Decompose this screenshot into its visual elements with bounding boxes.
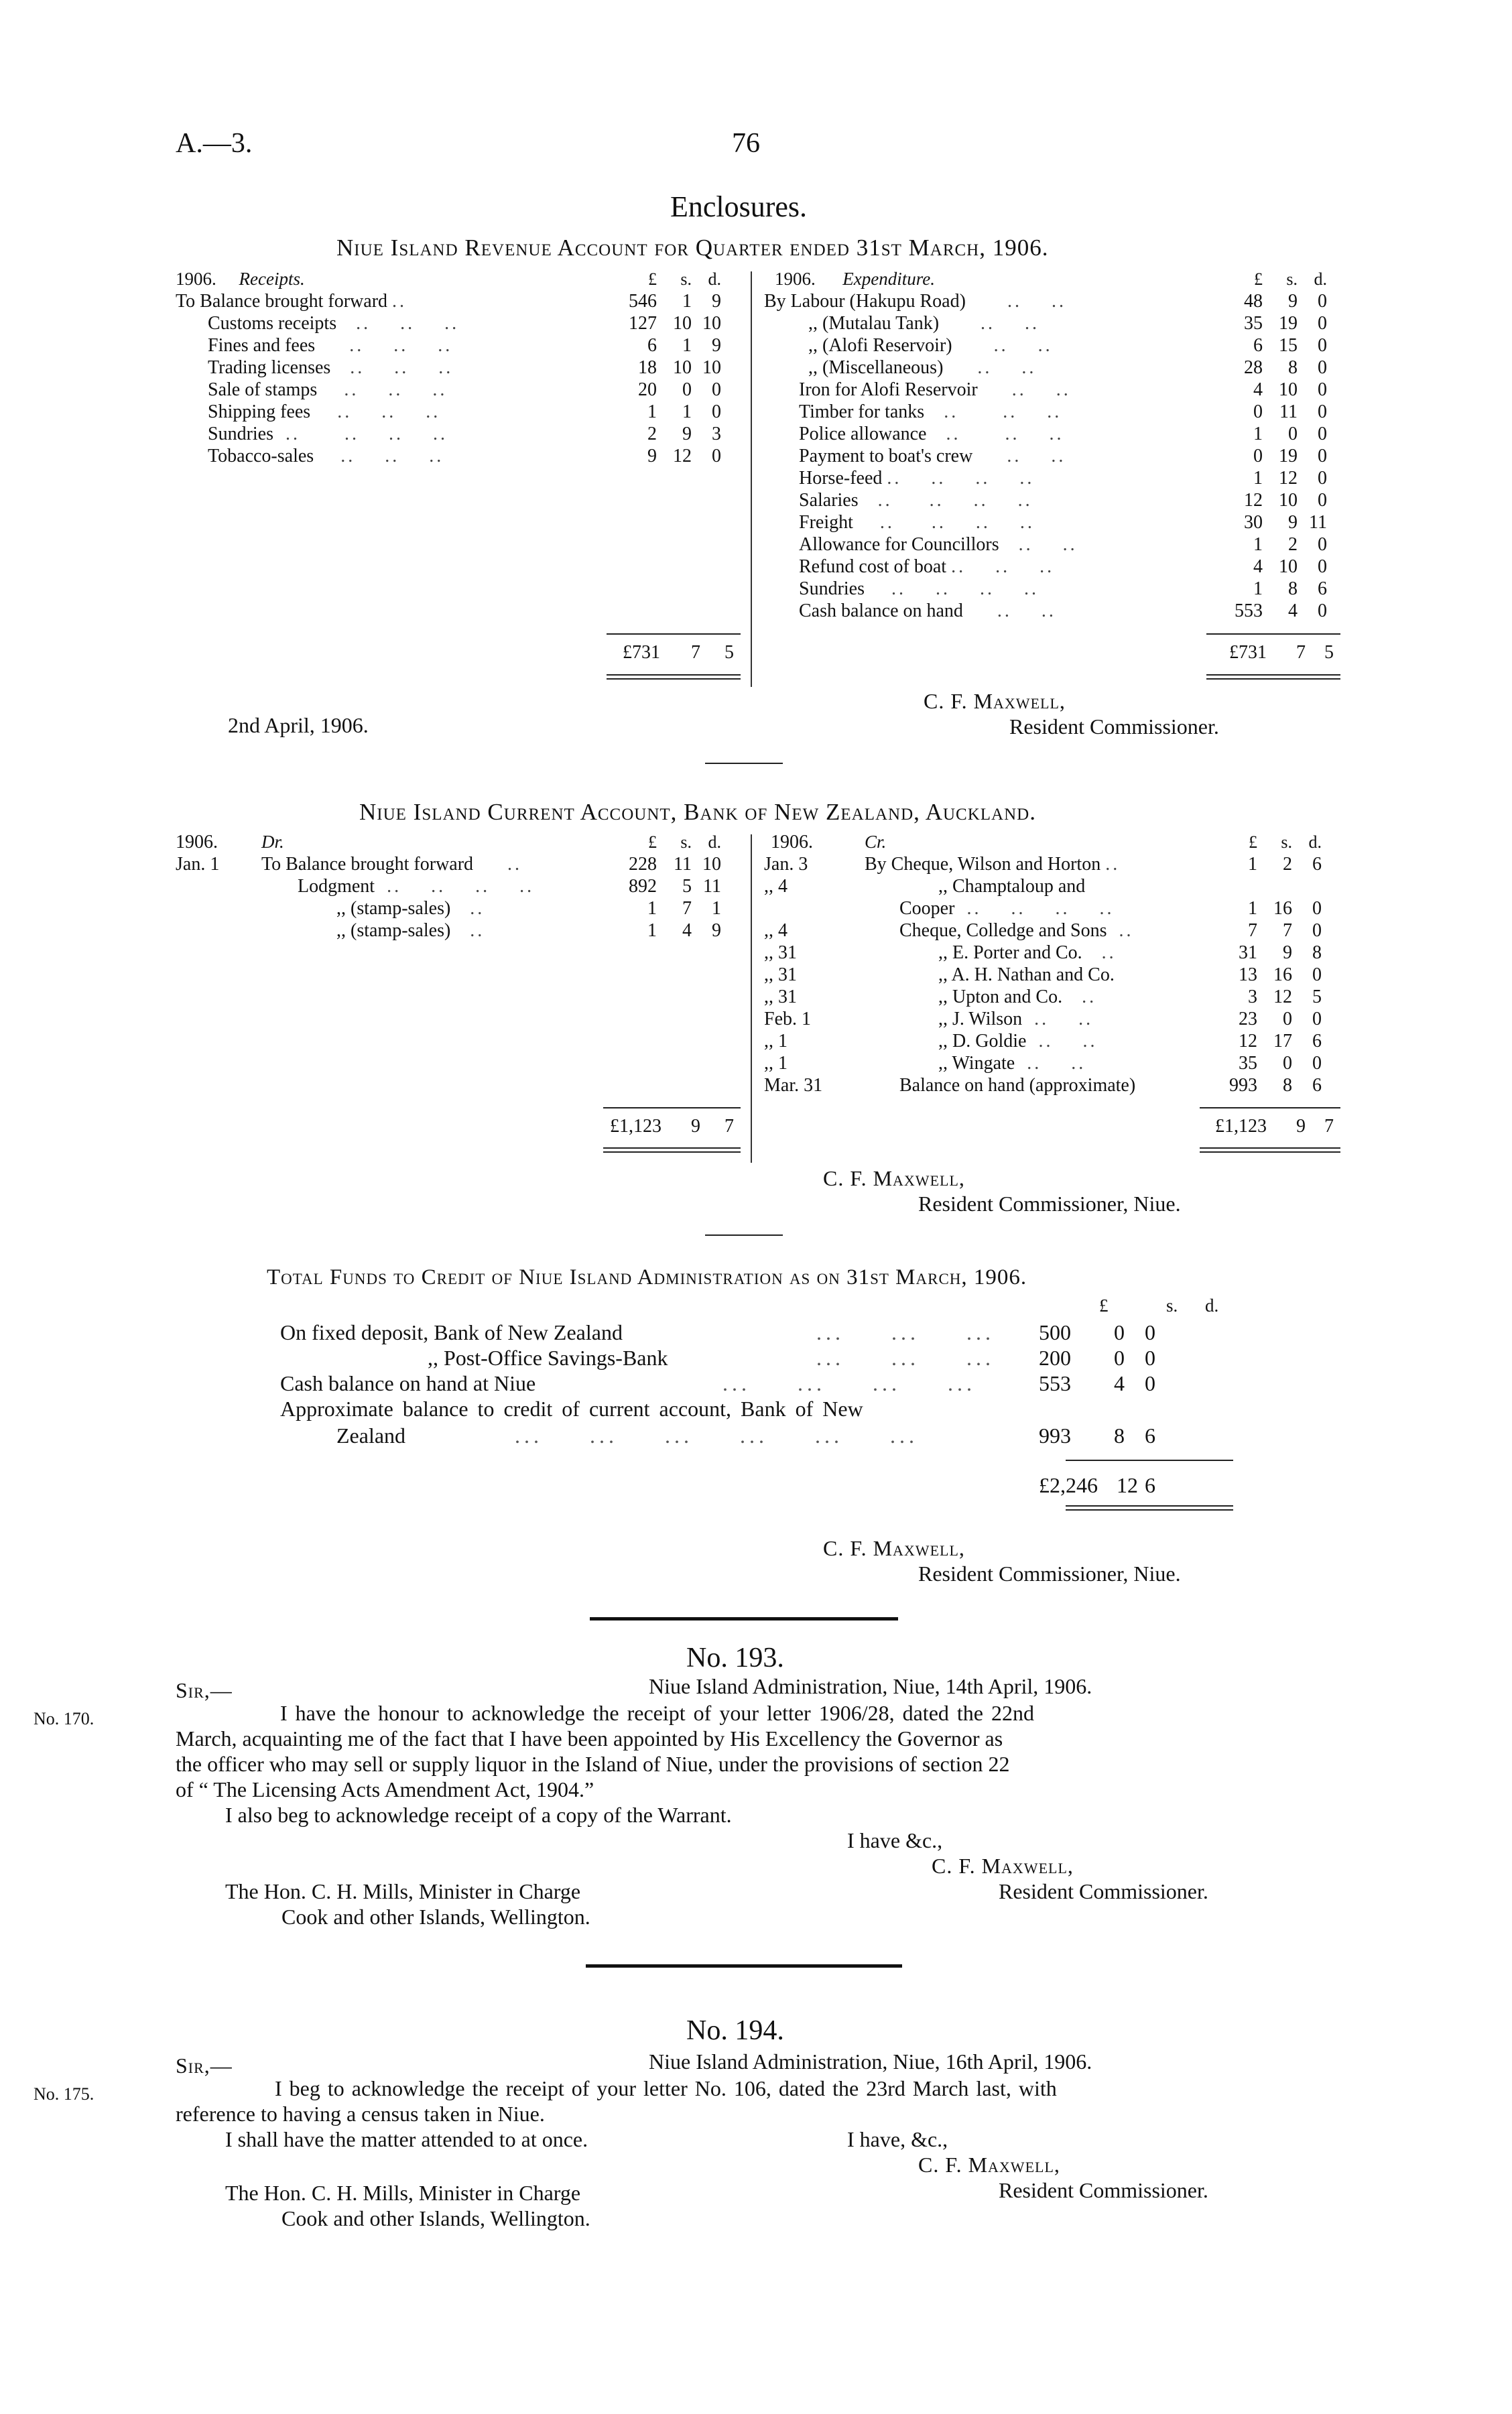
col-shillings: s. [1286, 269, 1298, 289]
table-row: Sale of stamps .. .. .. 20 0 0 [208, 379, 721, 400]
expenditure-total-rule [1206, 633, 1340, 635]
table-row: Allowance for Councillors .. .. 1 2 0 [799, 534, 1327, 555]
table-row: ,, 1 ,, Wingate .. .. 35 0 0 [764, 1053, 1322, 1074]
letter-194-signer: C. F. Maxwell, [918, 2153, 1060, 2177]
table-row: ,, (Miscellaneous) .. .. 28 8 0 [808, 357, 1327, 378]
funds-row: On fixed deposit, Bank of New Zealand ... ... ... 500 0 0 [280, 1320, 1155, 1344]
table-row: Timber for tanks .. .. .. 0 11 0 [799, 401, 1327, 422]
table-row: Refund cost of boat .. .. .. 4 10 0 [799, 556, 1327, 577]
funds-col-pence: d. [1205, 1295, 1219, 1316]
receipts-total-double-rule [607, 674, 741, 680]
revenue-caption: Niue Island Revenue Account for Quarter ended 31st March, 1906. [336, 235, 1049, 261]
letter-194-line: I shall have the matter attended to at once. [225, 2127, 588, 2151]
table-row: Iron for Alofi Reservoir .. .. 4 10 0 [799, 379, 1327, 400]
receipts-header [173, 268, 724, 290]
table-row: Tobacco-sales .. .. .. 9 12 0 [208, 446, 721, 466]
table-row: Feb. 1 ,, J. Wilson .. .. 23 0 0 [764, 1009, 1322, 1029]
page-number: 76 [732, 128, 760, 159]
table-row: Shipping fees .. .. .. 1 1 0 [208, 401, 721, 422]
expenditure-total-double-rule [1206, 674, 1340, 680]
col-pounds: £ [1254, 269, 1263, 289]
letter-193-signer-title: Resident Commissioner. [999, 1879, 1208, 1903]
table-row: By Labour (Hakupu Road) .. .. 48 9 0 [764, 291, 1327, 312]
letter-193-line: of “ The Licensing Acts Amendment Act, 1904.” [176, 1777, 594, 1801]
table-row: Cooper .. .. .. .. 1 16 0 [899, 898, 1322, 919]
table-row: ,, 4 Cheque, Colledge and Sons .. 7 7 0 [764, 920, 1322, 941]
debit-header: 1906. Dr. £ s. d. [173, 831, 724, 853]
letter-194-addressee: The Hon. C. H. Mills, Minister in Charge [225, 2181, 581, 2205]
funds-signer-title: Resident Commissioner, Niue. [918, 1562, 1181, 1586]
current-signer-title: Resident Commissioner, Niue. [918, 1192, 1181, 1216]
revenue-signer: C. F. Maxwell, [924, 689, 1066, 713]
page-title: Enclosures. [670, 190, 808, 223]
letter-194-line: reference to having a census taken in Niue. [176, 2102, 545, 2126]
expenditure-year: 1906. [775, 269, 816, 289]
letter-194-addressee: Cook and other Islands, Wellington. [281, 2206, 590, 2230]
table-row: ,, (Alofi Reservoir) .. .. 6 15 0 [808, 335, 1327, 356]
current-caption: Niue Island Current Account, Bank of New Zealand, Auckland. [359, 799, 1036, 825]
table-row: Mar. 31 Balance on hand (approximate) 993 8 6 [764, 1075, 1322, 1096]
letter-194-number: No. 194. [686, 2015, 784, 2046]
receipts-table [173, 268, 724, 467]
letter-193-addressee: The Hon. C. H. Mills, Minister in Charge [225, 1879, 581, 1903]
letter-194-salutation: Sir,— [176, 2053, 233, 2078]
letter-194-closing: I have, &c., [847, 2127, 948, 2151]
table-row: ,, 31 ,, Upton and Co. .. 3 12 5 [764, 987, 1322, 1007]
receipts-year: 1906. [176, 269, 216, 289]
debit-total-double-rule [603, 1147, 741, 1153]
receipts-total-rule [607, 633, 741, 635]
expenditure-table [761, 268, 1330, 622]
letter-193-line: I also beg to acknowledge receipt of a copy of the Warrant. [225, 1803, 732, 1827]
letter-193-margin-ref: No. 170. [34, 1709, 94, 1728]
letter-194-line: I beg to acknowledge the receipt of your letter No. 106, dated the 23rd March last, with [275, 2076, 1057, 2100]
credit-header: 1906. Cr. £ s. d. [761, 831, 1324, 853]
section-divider [705, 763, 783, 764]
current-signer: C. F. Maxwell, [823, 1166, 965, 1190]
letter-193-closing: I have &c., [847, 1828, 943, 1852]
debit-year: 1906. [176, 832, 218, 852]
current-divider [751, 834, 752, 1163]
letter-193-addressee: Cook and other Islands, Wellington. [281, 1905, 590, 1929]
letter-193-line: the officer who may sell or supply liquor in the Island of Niue, under the provisions of section 22 [176, 1752, 1010, 1776]
expenditure-label: Expenditure. [842, 269, 935, 289]
col-pounds: £ [648, 269, 657, 289]
table-row: Police allowance .. .. .. 1 0 0 [799, 424, 1327, 444]
credit-total-rule [1200, 1107, 1340, 1108]
table-row: Jan. 3 By Cheque, Wilson and Horton .. 1 2 6 [764, 854, 1322, 875]
funds-total-rule [1066, 1460, 1233, 1461]
table-row: ,, (stamp-sales) .. 1 4 9 [336, 920, 721, 941]
letter-193-line: I have the honour to acknowledge the receipt of your letter 1906/28, dated the 22nd [280, 1701, 1034, 1725]
letter-194-signer-title: Resident Commissioner. [999, 2178, 1208, 2202]
table-row: Jan. 1 To Balance brought forward .. 228 11 10 [176, 854, 721, 875]
revenue-signer-title: Resident Commissioner. [1009, 714, 1219, 739]
funds-caption: Total Funds to Credit of Niue Island Administration as on 31st March, 1906. [267, 1265, 1027, 1289]
funds-col-shillings: s. [1166, 1295, 1178, 1316]
funds-total-double-rule [1066, 1505, 1233, 1511]
section-divider [705, 1234, 783, 1236]
funds-signer: C. F. Maxwell, [823, 1536, 965, 1560]
debit-table [173, 831, 724, 942]
table-row: Lodgment .. .. .. .. 892 5 11 [298, 876, 721, 897]
col-pence: d. [1314, 269, 1327, 289]
revenue-date: 2nd April, 1906. [228, 713, 369, 737]
letter-194-margin-ref: No. 175. [34, 2084, 94, 2104]
table-row: Fines and fees .. .. .. 6 1 9 [208, 335, 721, 356]
table-row: Payment to boat's crew .. .. 0 19 0 [799, 446, 1327, 466]
section-divider-thick [590, 1617, 898, 1621]
credit-label: Cr. [865, 832, 887, 852]
expenditure-header [761, 268, 1330, 290]
letter-193-line: March, acquainting me of the fact that I have been appointed by His Excellency the Governor as [176, 1726, 1003, 1751]
table-row: ,, 4 ,, Champtaloup and [764, 876, 1086, 897]
table-row: Sundries .. .. .. .. 2 9 3 [208, 424, 721, 444]
letter-193-salutation: Sir,— [176, 1678, 233, 1702]
table-row: ,, (Mutalau Tank) .. .. 35 19 0 [808, 313, 1327, 334]
debit-label: Dr. [261, 832, 284, 852]
table-row: ,, 1 ,, D. Goldie .. .. 12 17 6 [764, 1031, 1322, 1052]
table-row: Salaries .. .. .. .. 12 10 0 [799, 490, 1327, 511]
table-row: ,, 31 ,, E. Porter and Co. .. 31 9 8 [764, 942, 1322, 963]
table-row: Customs receipts .. .. .. 127 10 10 [208, 313, 721, 334]
funds-row: Approximate balance to credit of current account, Bank of New [280, 1397, 863, 1421]
credit-total-double-rule [1200, 1147, 1340, 1153]
col-pence: d. [708, 269, 721, 289]
table-row: Sundries .. .. .. .. 1 8 6 [799, 578, 1327, 599]
table-row: ,, 31 ,, A. H. Nathan and Co. 13 16 0 [764, 964, 1322, 985]
page-series: A.—3. [176, 128, 253, 159]
table-row: To Balance brought forward .. 546 1 9 [176, 291, 721, 312]
credit-table [761, 831, 1324, 1096]
letter-194-dateline: Niue Island Administration, Niue, 16th April, 1906. [649, 2049, 1092, 2074]
table-row: Freight .. .. .. .. 30 9 11 [799, 512, 1327, 533]
letter-193-number: No. 193. [686, 1643, 784, 1673]
col-shillings: s. [680, 269, 692, 289]
table-row: Trading licenses .. .. .. 18 10 10 [208, 357, 721, 378]
letter-193-dateline: Niue Island Administration, Niue, 14th April, 1906. [649, 1674, 1092, 1698]
table-row: Cash balance on hand .. .. 553 4 0 [799, 600, 1327, 621]
table-row: Horse-feed .. .. .. .. 1 12 0 [799, 468, 1327, 489]
receipts-label: Receipts. [239, 269, 305, 289]
funds-row: Cash balance on hand at Niue ... ... ... ... 553 4 0 [280, 1371, 1155, 1395]
letter-193-signer: C. F. Maxwell, [932, 1854, 1074, 1878]
section-divider-thick [586, 1964, 902, 1968]
funds-col-pounds: £ [1099, 1295, 1109, 1316]
table-row: ,, (stamp-sales) .. 1 7 1 [336, 898, 721, 919]
debit-total-rule [603, 1107, 741, 1108]
credit-year: 1906. [771, 832, 813, 852]
revenue-divider [751, 271, 752, 687]
